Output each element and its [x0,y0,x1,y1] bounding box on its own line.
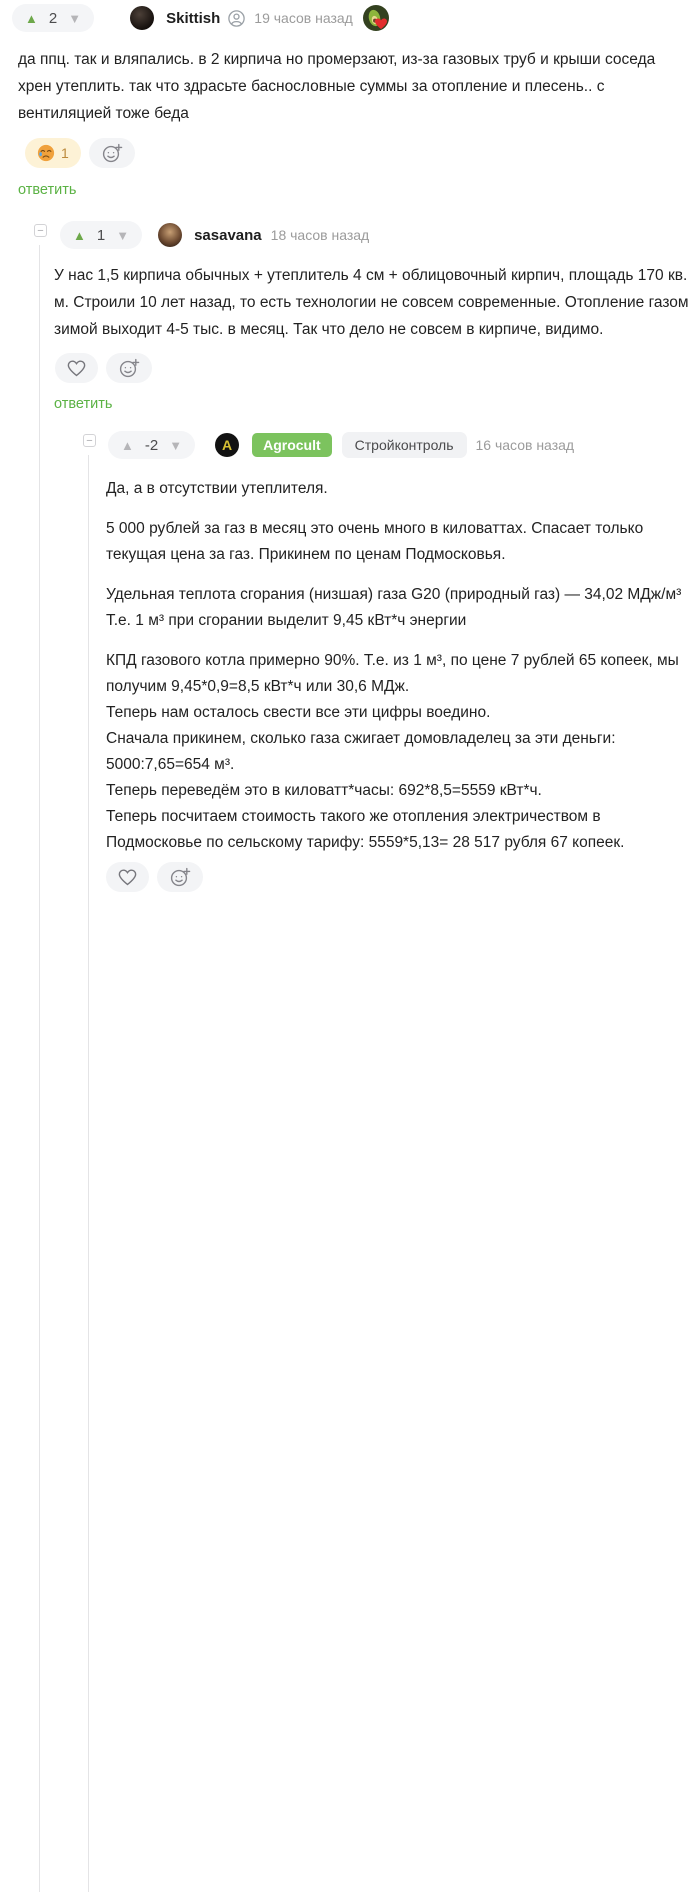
like-button[interactable] [55,353,98,383]
username[interactable]: sasavana [194,226,262,244]
comment-header [108,431,700,459]
comment-paragraph: У нас 1,5 кирпича обычных + утеплитель 4 см + облицовочный кирпич, площадь 170 кв. м. Строили 10 лет назад, то есть технологии не совсем современные. Отопление газом зимой выходит 4-5 тыс. в месяц. Так что дело не совсем в кирпиче, видимо. [54,267,689,338]
add-reaction-button[interactable] [106,353,152,383]
comment-body [106,476,700,856]
avocado-heart-icon [363,5,389,31]
like-button[interactable] [106,862,149,892]
crying-face-icon [37,144,55,162]
avatar[interactable] [158,223,182,247]
comment-paragraph: Удельная теплота сгорания (низшая) газа G20 (природный газ) — 34,02 МДж/м³ [106,586,682,603]
comment-3 [108,431,700,892]
comment-header [60,221,700,249]
collapse-toggle[interactable]: − [34,224,47,237]
nested-thread [34,221,700,892]
nested-thread [83,431,700,892]
comment-paragraph: 5 000 рублей за газ в месяц это очень много в киловаттах. Спасает только текущая цена за газ. Прикинем по ценам Подмосковья. [106,520,644,563]
smiley-plus-icon [101,142,123,164]
avatar[interactable]: A [215,433,239,457]
timestamp[interactable]: 18 часов назад [270,227,370,243]
heart-outline-icon [118,869,137,886]
comment-paragraph: Теперь переведём это в киловатт*часы: 692*8,5=5559 кВт*ч. [106,782,542,799]
reply-link[interactable]: ответить [18,182,77,198]
upvote-button[interactable]: ▲ [73,227,86,243]
thread-line[interactable] [39,245,40,1892]
vote-score: 1 [96,226,106,244]
collapse-toggle[interactable]: − [83,434,96,447]
comment-paragraph: Теперь посчитаем стоимость такого же отопления электричеством в Подмосковье по сельскому тарифу: 5559*5,13= 28 517 рубля 67 копеек. [106,808,625,851]
comment-paragraph: Да, а в отсутствии утеплителя. [106,480,328,497]
comment-paragraph: Теперь нам осталось свести все эти цифры воедино. [106,704,491,721]
reply-link[interactable]: ответить [54,396,113,412]
downvote-button[interactable]: ▼ [68,10,82,26]
thread-line[interactable] [88,455,89,1892]
comment-body [18,46,684,127]
community-badge[interactable]: Стройконтроль [342,432,467,458]
user-profile-icon[interactable] [228,10,245,27]
comment-thread-page [0,0,700,851]
avatar[interactable] [130,6,154,30]
heart-outline-icon [67,360,86,377]
comment-body [54,262,696,343]
username-badge[interactable]: Agrocult [252,433,332,457]
downvote-button[interactable]: ▼ [116,227,130,243]
upvote-button[interactable]: ▲ [25,10,38,26]
smiley-plus-icon [169,866,191,888]
comment-header [12,4,700,32]
reactions-row [25,138,700,168]
upvote-button[interactable]: ▲ [121,437,134,453]
vote-widget [108,431,195,459]
vote-score: 2 [48,9,58,27]
timestamp[interactable]: 16 часов назад [475,437,575,453]
smiley-plus-icon [118,357,140,379]
vote-widget [60,221,142,249]
comment-paragraph: Т.е. 1 м³ при сгорании выделит 9,45 кВт*ч энергии [106,612,467,629]
downvote-button[interactable]: ▼ [169,437,183,453]
username[interactable]: Skittish [166,9,221,27]
reaction-pill[interactable] [25,138,81,168]
comment-1 [0,4,700,892]
timestamp[interactable]: 19 часов назад [254,10,353,26]
vote-widget [12,4,94,32]
comment-paragraph: Сначала прикинем, сколько газа сжигает домовладелец за эти деньги: 5000:7,65=654 м³. [106,730,616,773]
add-reaction-button[interactable] [89,138,135,168]
reaction-count: 1 [61,145,69,161]
vote-score: -2 [144,436,159,454]
user-circle-icon [228,10,245,27]
award-icon[interactable] [363,5,389,31]
comment-paragraph: да ппц. так и вляпались. в 2 кирпича но промерзают, из-за газовых труб и крыши соседа хрен утеплить. так что здрасьте баснословные суммы за отопление и плесень.. с вентиляцией тоже беда [18,51,656,122]
reactions-row [106,862,700,892]
add-reaction-button[interactable] [157,862,203,892]
reactions-row [55,353,700,383]
comment-paragraph: КПД газового котла примерно 90%. Т.е. из 1 м³, по цене 7 рублей 65 копеек, мы получим 9,45*0,9=8,5 кВт*ч или 30,6 МДж. [106,652,679,695]
comment-2 [54,221,700,892]
